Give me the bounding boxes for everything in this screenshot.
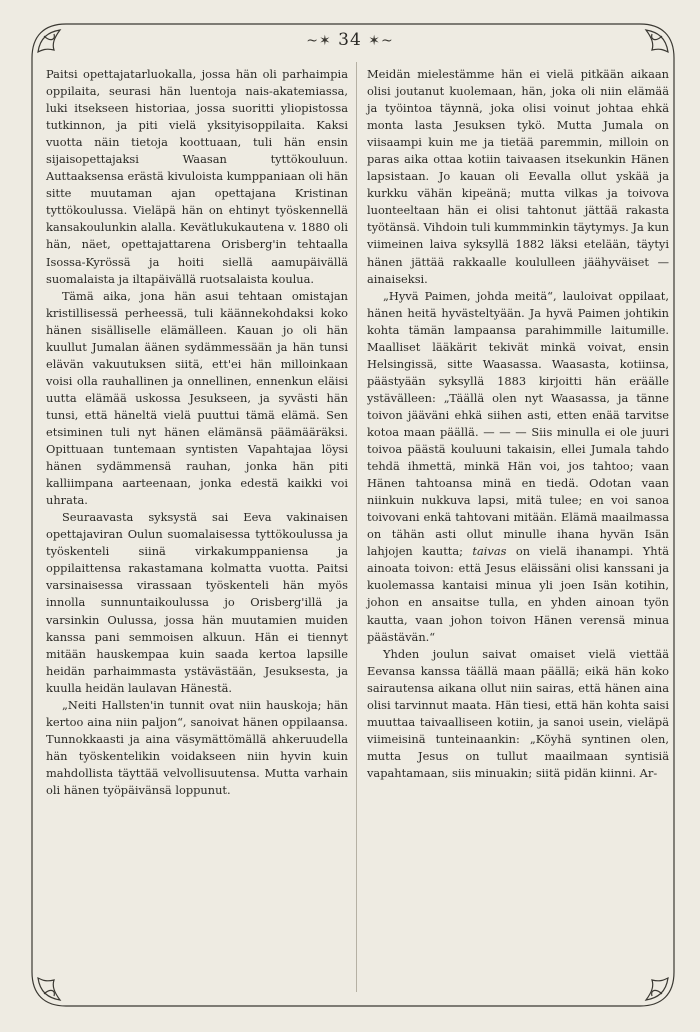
left-column <box>46 66 348 799</box>
header-ornament-left: ~✶ <box>306 33 332 49</box>
paragraph <box>367 288 669 646</box>
paragraph-text: on vielä ihanampi. Yhtä ainoata toivon: että Jesus eläissäni olisi kanssani ja kuolemassa kantaisi minua yli joen Isän kotihin, johon en ansaitse tulla, en yhden ainoan työn kautta, vaan johon toivon Hänen verensä minua päästävän.“ <box>367 544 670 644</box>
page-header <box>0 30 700 50</box>
page-number: 34 <box>338 30 362 50</box>
paragraph: Yhden joulun saivat omaiset vielä viettää Eevansa kanssa täällä maan päällä; eikä hän koko sairautensa aikana ollut niin sairas, että hänen aina olisi tarvinnut maata. Hän tiesi, että hän kohta saisi muuttaa taivaalliseen kotiin, ja sanoi usein, vieläpä viimeisinä tunteinaankin: „Köyhä syntinen olen, mutta Jesus on tullut maailmaan syntisiä vapahtamaan, siis minuakin; siitä pidän kiinni. Ar- <box>367 646 669 780</box>
paragraph: Seuraavasta syksystä sai Eeva vakinaisen opettajaviran Oulun suomalaisessa tyttökoulussa ja työskenteli siinä virkakumppaniensa ja oppilaittensa rakastamana kolmatta vuotta. Paitsi varsinaisessa virassaan työskenteli hän myös innolla sunnuntaikoulussa jo Orisberg'illä ja varsinkin Oulussa, jossa hän muutamien muiden kanssa pani semmoisen alkuun. Hän ei tiennyt mitään hauskempaa kuin saada kertoa lapsille heidän parhaimmasta ystävästään, Jesuksesta, ja kuulla heidän laulavan Hänestä. <box>46 510 348 695</box>
header-ornament-right: ✶~ <box>368 33 394 49</box>
column-divider <box>356 62 357 992</box>
paragraph: Paitsi opettajatarluokalla, jossa hän oli parhaimpia oppilaita, seurasi hän luentoja nais-akatemiassa, luki itsekseen historiaa, jossa suoritti yliopistossa tutkinnon, ja piti vielä yksityisoppilaita. Kaksi vuotta näin tietoja koottuaan, tuli hän ensin sijaisopettajaksi Waasan tyttökouluun. Auttaaksensa erästä kivuloista kumppaniaan oli hän sitte muutaman ajan opettajana Kristinan tyttökoulussa. Vieläpä hän on ehtinyt työskennellä kansakoulunkin alalla. Kevätlukukautena v. 1880 oli hän, näet, opettajattarena Orisberg'in tehtaalla Isossa-Kyrössä ja hoiti siellä aamupäivällä suomalaista ja iltapäivällä ruotsalaista koulua. <box>46 67 348 286</box>
paragraph: Meidän mielestämme hän ei vielä pitkään aikaan olisi joutanut kuolemaan, hän, joka oli niin elämää ja työintoa täynnä, joka olisi voinut johtaa ehkä monta lasta Jesuksen tykö. Mutta Jumala on viisaampi kuin me ja tietää paremmin, milloin on paras aika ottaa kotiin taivaasen itsekunkin Hänen lapsistaan. Jo kauan oli Eevalla ollut yskää ja kurkku vähän kipeänä; mutta vilkas ja toivova luonteeltaan hän ei olisi tahtonut jättää rakasta työtänsä. Vihdoin tuli kummminkin täytymys. Ja kun viimeinen laiva syksyllä 1882 läksi etelään, täytyi hänen jättää rakkaalle koululleen jäähyväiset — ainaiseksi. <box>367 67 669 286</box>
paragraph: Tämä aika, jona hän asui tehtaan omistajan kristillisessä perheessä, tuli käännekohdaksi koko hänen sisälliselle elämälleen. Kauan jo oli hän kuullut Jumalan äänen sydämmessään ja hän tunsi elävän vakuutuksen siitä, ett'ei hän milloinkaan voisi olla rauhallinen ja onnellinen, ennenkun eläisi uutta elämää uskossa Jesukseen, ja syvästi hän tunsi, että häneltä vielä puuttui tämä elämä. Sen etsiminen tuli nyt hänen elämänsä päämääräksi. Opittuaan tuntemaan syntisten Vapahtajaa löysi hänen sydämmensä rauhan, jonka hän piti kalliimpana aarteenaan, jonka edestä kaikki voi uhrata. <box>46 288 348 508</box>
paragraph-text: „Hyvä Paimen, johda meitä“, lauloivat oppilaat, hänen heitä hyvästeltyään. Ja hyvä Paimen johtikin kohta tämän lampaansa parahimmille laitumille. Maalliset lääkärit tekivät minkä voivat, ensin Helsingissä, sitte Waasassa. Waasasta, kotiinsa, päästyään syksyllä 1883 kirjoitti hän eräälle ystävälleen: „Täällä olen nyt Waasassa, ja tänne toivon jääväni ehkä siihen asti, etten enää tarvitse kotoa maan päällä. — — — Siis minulla ei ole juuri toivoa päästä kouluuni takaisin, ellei Jumala tahdo tehdä ihmettä, minkä Hän voi, jos tahtoo; vaan Hänen tahtoansa minä en tiedä. Odotan vaan niinkuin nukkuva lapsi, mitä tulee; en voi sanoa toivovani enkä tahtovani mitään. Elämä maailmassa on tähän asti ollut minulle ihana hyvän Isän lahjojen kautta; <box>367 288 669 559</box>
emphasized-word: taivas <box>472 544 507 559</box>
right-column <box>367 66 669 782</box>
paragraph: „Neiti Hallsten'in tunnit ovat niin hauskoja; hän kertoo aina niin paljon“, sanoivat hänen oppilaansa. Tunnokkaasti ja aina väsymättömällä ahkeruudella hän työskentelikin voidakseen niin hyvin kuin mahdollista täyttää velvollisuutensa. Mutta varhain oli hänen työpäivänsä loppunut. <box>46 697 348 797</box>
